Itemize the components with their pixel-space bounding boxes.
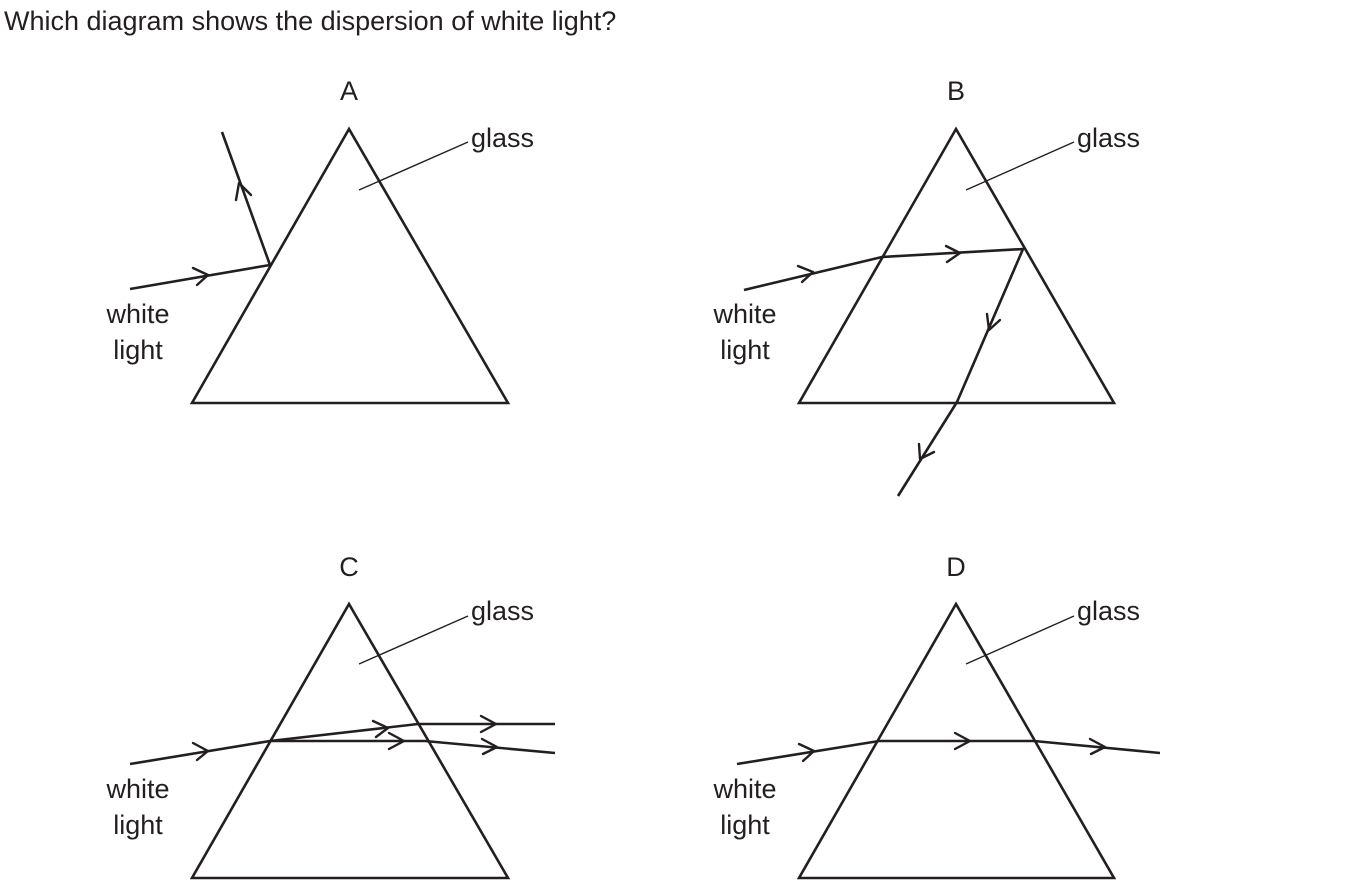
glass-label-b: glass [1077,123,1141,153]
white-label-c: white [106,774,170,804]
diagram-c [105,552,555,878]
white-label-a: white [106,299,170,329]
light-label-a: light [113,335,163,365]
prism-a [192,129,508,403]
glass-leader-a [359,142,468,190]
glass-label-a: glass [471,123,535,153]
glass-leader-c [359,616,468,664]
ray-c-lower [270,741,555,753]
option-letter-a: A [339,76,359,106]
glass-label-c: glass [471,596,535,626]
light-label-d: light [720,810,770,840]
option-letter-c: C [339,552,359,582]
diagram-b [712,76,1140,496]
light-label-b: light [720,335,770,365]
option-letter-b: B [946,76,966,106]
light-label-c: light [113,810,163,840]
question-text: Which diagram shows the dispersion of white light? [4,6,617,36]
ray-c-incident [130,741,270,764]
white-label-b: white [713,299,777,329]
diagram-d [712,552,1160,878]
ray-c-upper [270,724,555,741]
option-letter-d: D [946,552,966,582]
white-label-d: white [713,774,777,804]
glass-label-d: glass [1077,596,1141,626]
ray-b [744,249,1023,496]
glass-leader-d [966,616,1074,664]
ray-a [130,132,270,289]
diagram-a [105,76,534,403]
glass-leader-b [966,142,1074,190]
